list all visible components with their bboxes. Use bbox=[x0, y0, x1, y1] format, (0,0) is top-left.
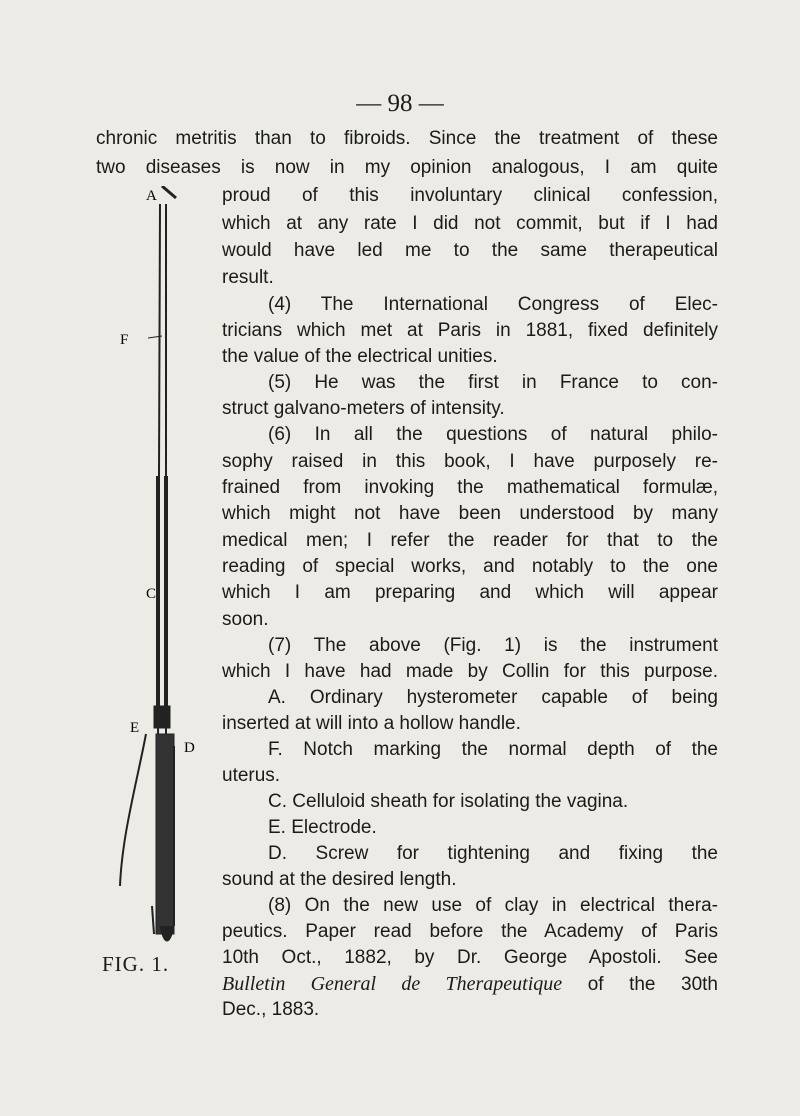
text-line: E. Electrode. bbox=[268, 817, 377, 838]
text-line: C. Celluloid sheath for isolating the vagina. bbox=[268, 791, 629, 812]
text-line: result. bbox=[222, 267, 274, 288]
text-line: soon. bbox=[222, 609, 269, 630]
figure-caption: FIG. 1. bbox=[102, 952, 170, 976]
label-f: F bbox=[120, 332, 129, 348]
hysterometer-figure bbox=[100, 186, 210, 946]
text-line bbox=[222, 971, 718, 998]
text-line: uterus. bbox=[222, 765, 281, 786]
text-line: the value of the electrical unities. bbox=[222, 346, 498, 367]
text-line: D. Screw for tightening and fixing the bbox=[268, 843, 718, 864]
text-line: proud of this involuntary clinical confession, bbox=[222, 185, 718, 206]
label-a: A bbox=[146, 188, 157, 204]
text-line: struct galvano-meters of intensity. bbox=[222, 398, 505, 419]
text-line: frained from invoking the mathematical formulæ, bbox=[222, 477, 718, 498]
text-line: A. Ordinary hysterometer capable of being bbox=[268, 687, 718, 708]
text-line: tricians which met at Paris in 1881, fixed definitely bbox=[222, 320, 718, 341]
text-line: (5) He was the first in France to con- bbox=[268, 372, 718, 393]
label-d: D bbox=[184, 740, 195, 756]
text-line: Dec., 1883. bbox=[222, 999, 320, 1020]
text-line: (8) On the new use of clay in electrical thera- bbox=[268, 895, 718, 916]
text-line: which I have had made by Collin for this purpose. bbox=[222, 661, 718, 682]
text-line: peutics. Paper read before the Academy of Paris bbox=[222, 921, 718, 942]
label-c: C bbox=[146, 586, 157, 602]
text-line: which might not have been understood by many bbox=[222, 503, 718, 524]
label-e: E bbox=[130, 720, 140, 736]
text-line: 10th Oct., 1882, by Dr. George Apostoli. See bbox=[222, 947, 718, 968]
text-line: would have led me to the same therapeutical bbox=[222, 240, 718, 261]
text-line: (7) The above (Fig. 1) is the instrument bbox=[268, 635, 718, 656]
text-line: inserted at will into a hollow handle. bbox=[222, 713, 521, 734]
text-line: two diseases is now in my opinion analogous, I am quite bbox=[96, 157, 718, 178]
text-line: which at any rate I did not commit, but if I had bbox=[222, 213, 718, 234]
text-line: sophy raised in this book, I have purposely re- bbox=[222, 451, 718, 472]
journal-title: Bulletin General de Therapeutique bbox=[222, 973, 563, 995]
text-line: F. Notch marking the normal depth of the bbox=[268, 739, 718, 760]
text-line: (4) The International Congress of Elec- bbox=[268, 294, 718, 315]
text-line: which I am preparing and which will appear bbox=[222, 582, 718, 603]
page-number: — 98 — bbox=[356, 90, 444, 117]
text-line: (6) In all the questions of natural philo- bbox=[268, 424, 718, 445]
text-line: chronic metritis than to fibroids. Since the treatment of these bbox=[96, 128, 718, 149]
journal-date: of the 30th bbox=[562, 974, 718, 995]
text-line: medical men; I refer the reader for that to the bbox=[222, 530, 718, 551]
text-line: reading of special works, and notably to the one bbox=[222, 556, 718, 577]
text-line: sound at the desired length. bbox=[222, 869, 457, 890]
